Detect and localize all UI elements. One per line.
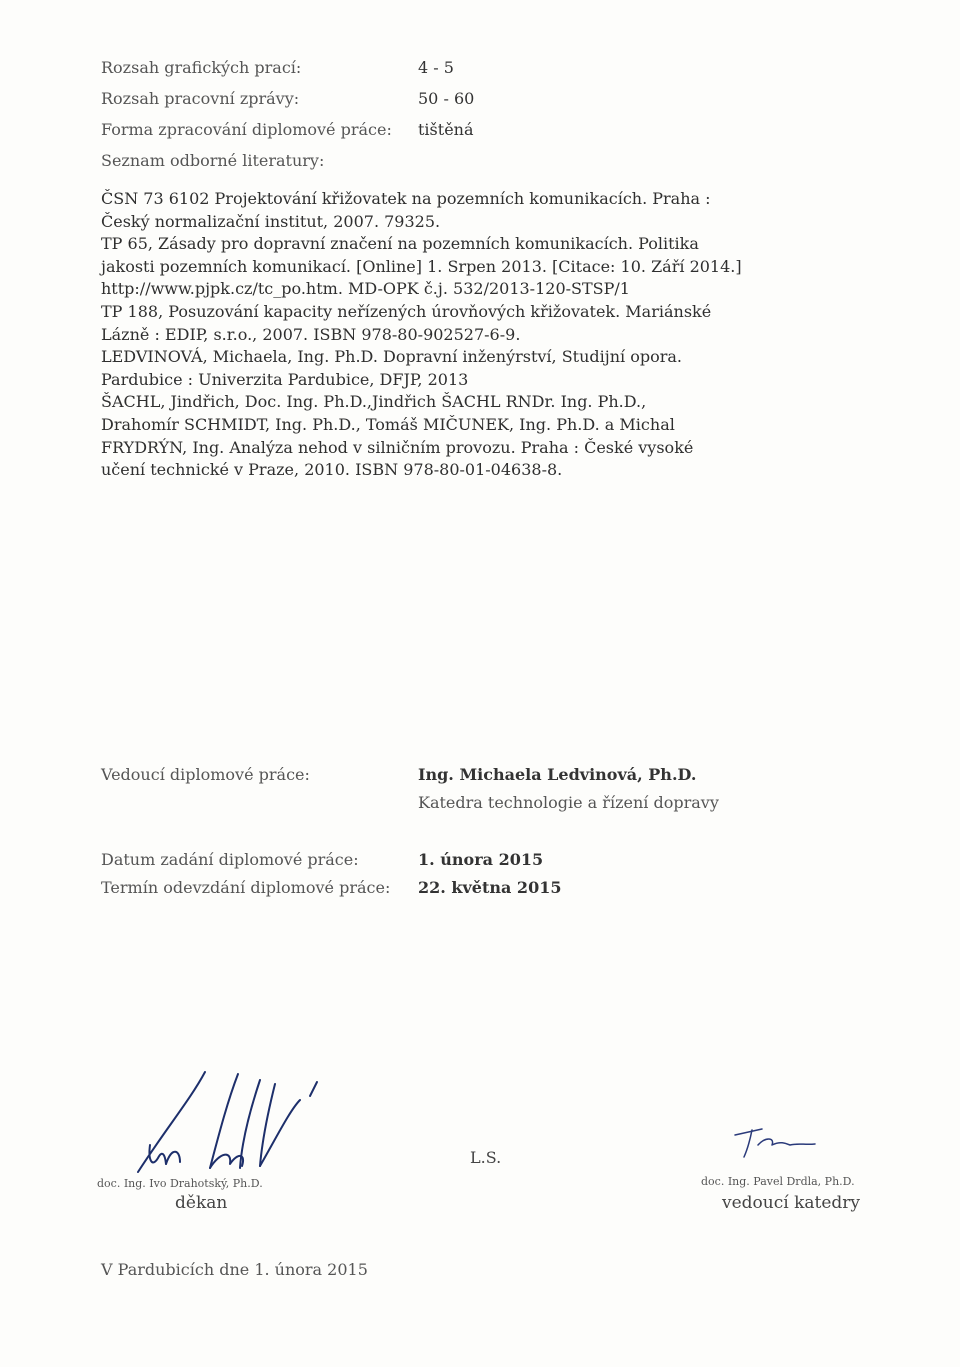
literature-line: LEDVINOVÁ, Michaela, Ing. Ph.D. Dopravní inženýrství, Studijní opora. xyxy=(101,347,683,367)
literature-line: TP 65, Zásady pro dopravní značení na pozemních komunikacích. Politika xyxy=(101,234,699,254)
supervisor-department: Katedra technologie a řízení dopravy xyxy=(418,793,719,812)
literature-line: Český normalizační institut, 2007. 79325. xyxy=(101,211,441,231)
range-graphics-value: 4 - 5 xyxy=(418,58,454,77)
head-signature xyxy=(730,1115,830,1165)
place-date: V Pardubicích dne 1. února 2015 xyxy=(101,1260,368,1279)
literature-line: Drahomír SCHMIDT, Ing. Ph.D., Tomáš MIČUNEK, Ing. Ph.D. a Michal xyxy=(101,414,675,434)
literature-line: učení technické v Praze, 2010. ISBN 978-80-01-04638-8. xyxy=(101,460,563,480)
dean-name: doc. Ing. Ivo Drahotský, Ph.D. xyxy=(97,1177,263,1190)
literature-line: ČSN 73 6102 Projektování křižovatek na pozemních komunikacích. Praha : xyxy=(101,189,711,208)
literature-line: Lázně : EDIP, s.r.o., 2007. ISBN 978-80-902527-6-9. xyxy=(101,324,521,344)
supervisor-label: Vedoucí diplomové práce: xyxy=(101,765,310,784)
literature-line: ŠACHL, Jindřich, Doc. Ing. Ph.D.,Jindřich ŠACHL RNDr. Ing. Ph.D., xyxy=(101,392,647,412)
literature-line: FRYDRÝN, Ing. Analýza nehod v silničním provozu. Praha : České vysoké xyxy=(101,437,694,457)
literature-list xyxy=(101,188,861,482)
supervisor-name: Ing. Michaela Ledvinová, Ph.D. xyxy=(418,765,697,784)
head-name: doc. Ing. Pavel Drdla, Ph.D. xyxy=(701,1175,855,1188)
literature-list-label: Seznam odborné literatury: xyxy=(101,151,325,170)
range-report-value: 50 - 60 xyxy=(418,89,475,108)
head-role: vedoucí katedry xyxy=(722,1193,861,1213)
literature-line: jakosti pozemních komunikací. [Online] 1. Srpen 2013. [Citace: 10. Září 2014.] xyxy=(101,256,742,276)
dean-role: děkan xyxy=(175,1193,228,1213)
range-report-label: Rozsah pracovní zprávy: xyxy=(101,89,300,108)
thesis-form-value: tištěná xyxy=(418,120,474,139)
stamp-ls: L.S. xyxy=(470,1148,502,1167)
range-graphics-label: Rozsah grafických prací: xyxy=(101,58,302,77)
assignment-date-value: 1. února 2015 xyxy=(418,850,544,869)
deadline-label: Termín odevzdání diplomové práce: xyxy=(101,878,391,897)
thesis-form-label: Forma zpracování diplomové práce: xyxy=(101,120,392,139)
dean-signature xyxy=(110,1060,340,1185)
literature-line: Pardubice : Univerzita Pardubice, DFJP, 2013 xyxy=(101,369,469,389)
literature-line: http://www.pjpk.cz/tc_po.htm. MD-OPK č.j. 532/2013-120-STSP/1 xyxy=(101,279,630,299)
assignment-date-label: Datum zadání diplomové práce: xyxy=(101,850,359,869)
deadline-value: 22. května 2015 xyxy=(418,878,562,897)
literature-line: TP 188, Posuzování kapacity neřízených úrovňových křižovatek. Mariánské xyxy=(101,301,712,321)
